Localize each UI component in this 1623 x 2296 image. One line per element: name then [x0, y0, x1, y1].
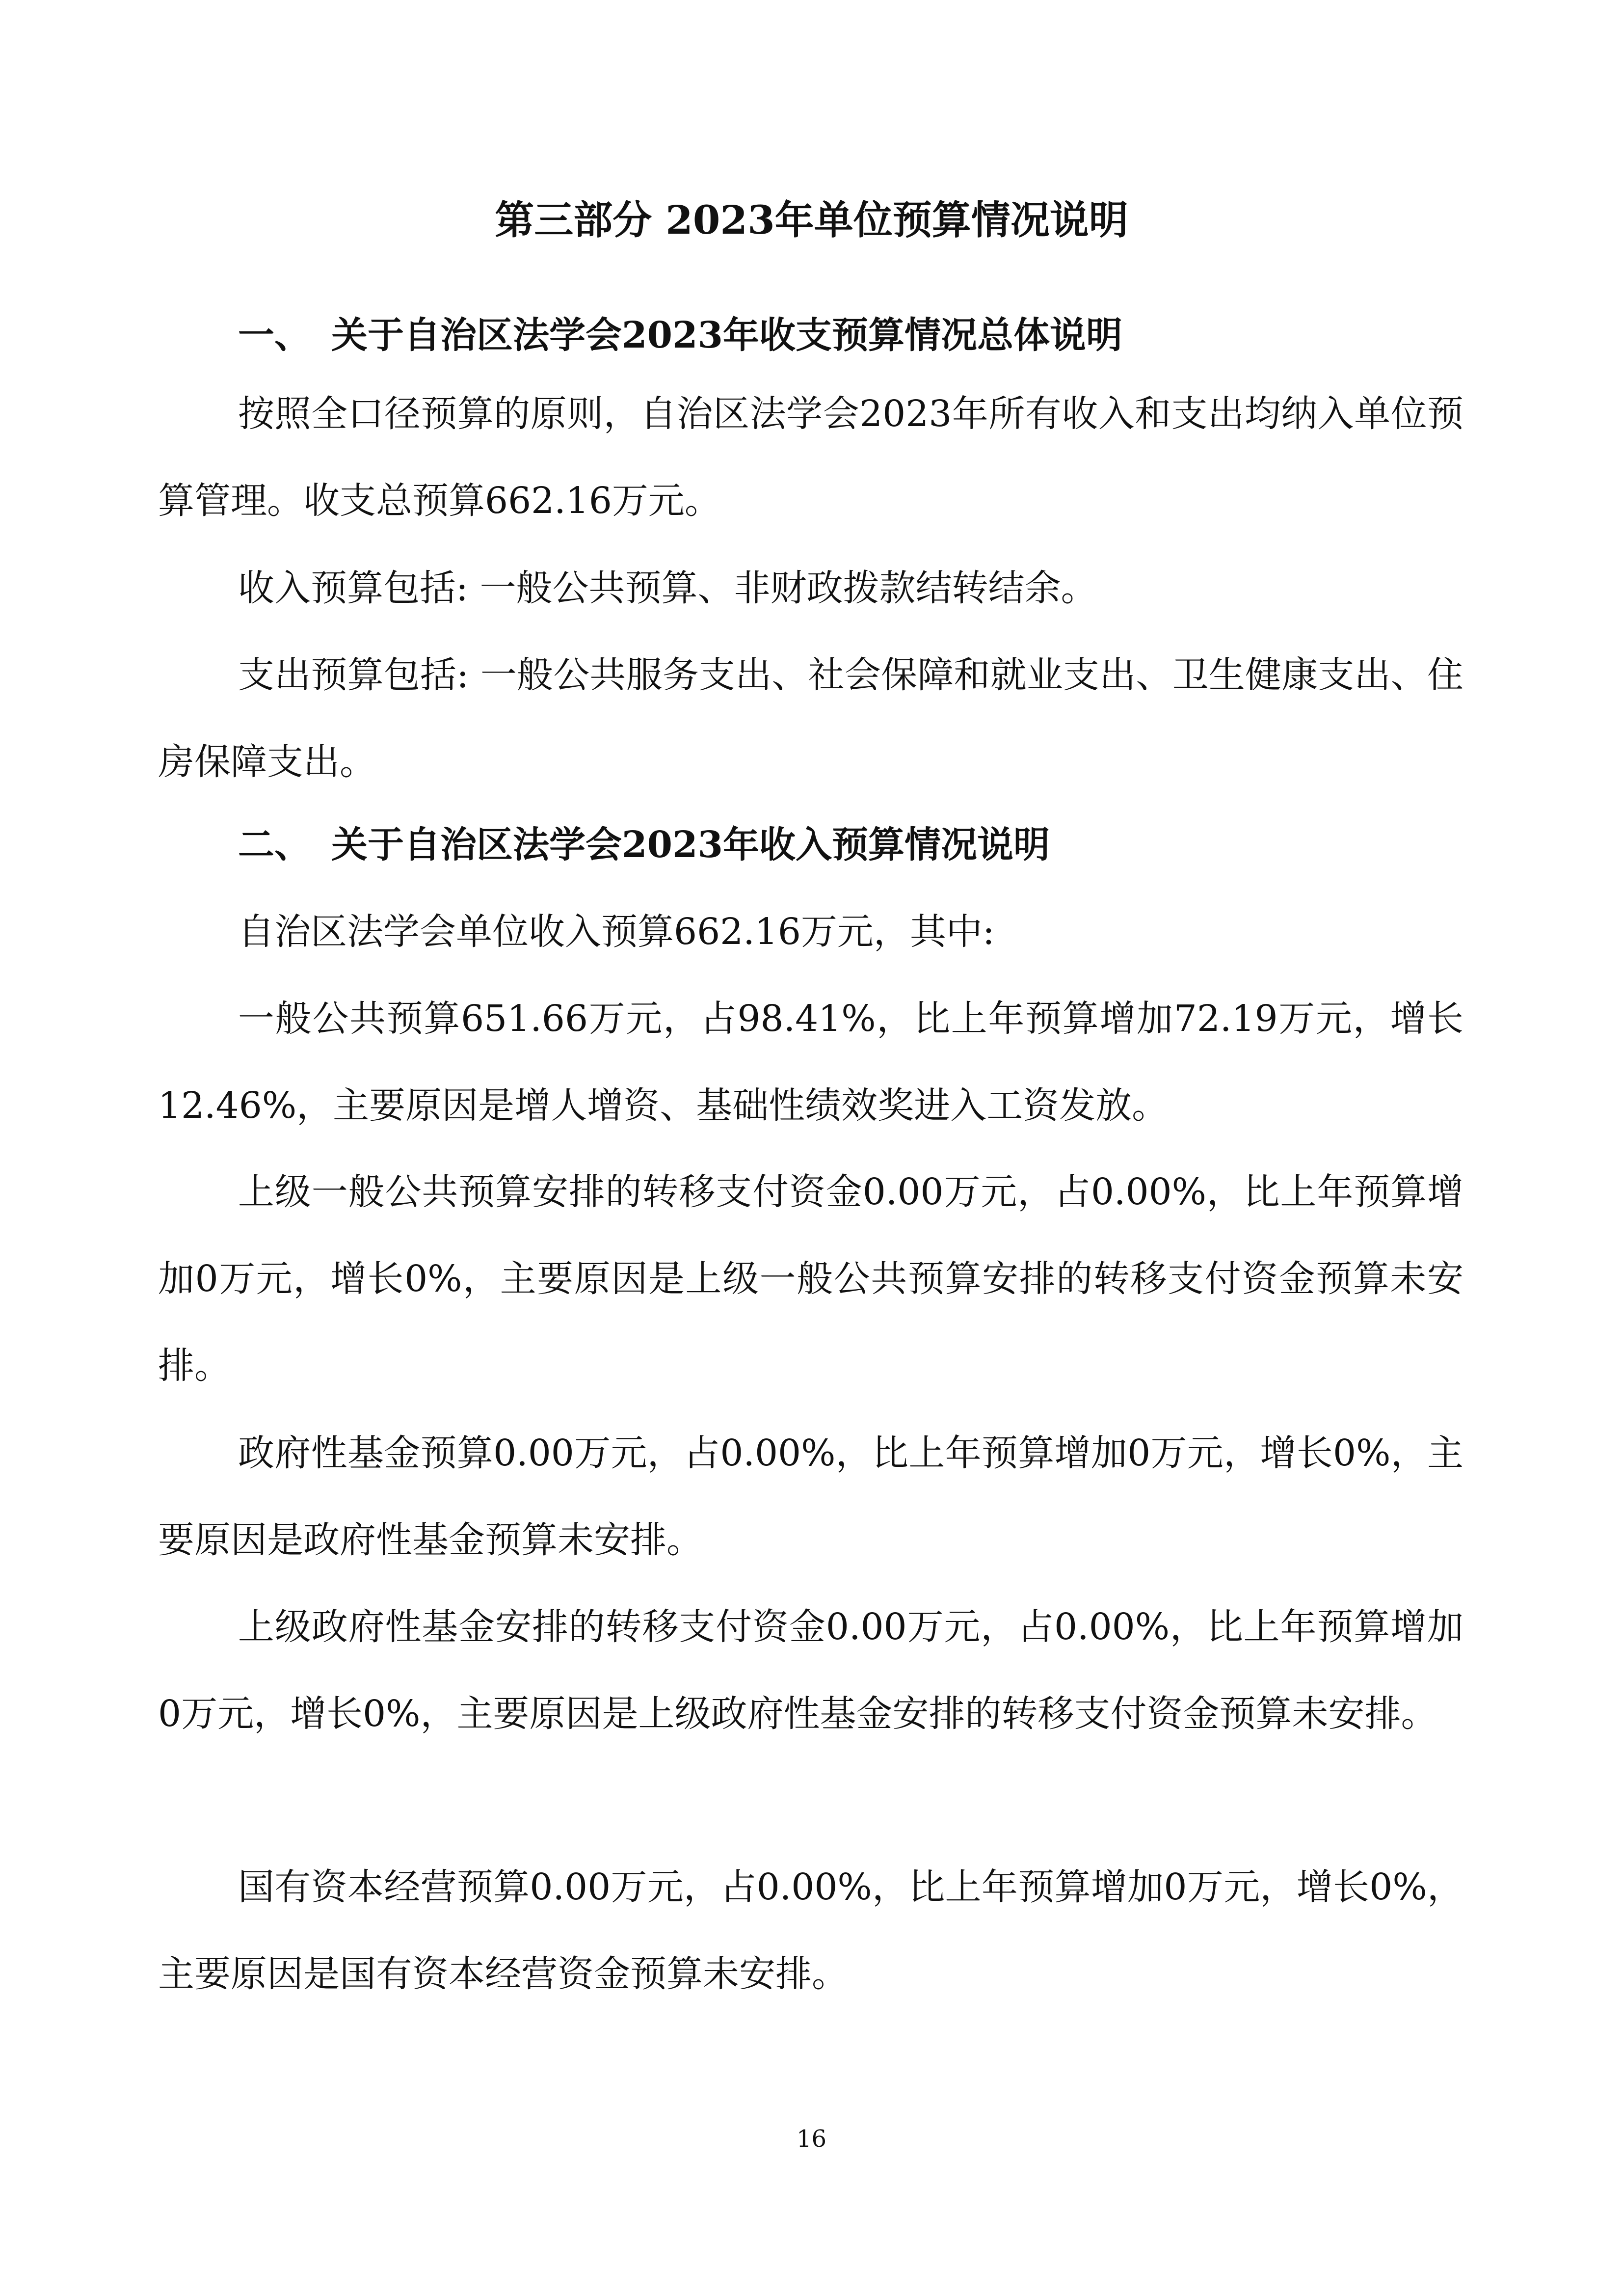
paragraph: 国有资本经营预算0.00万元，占0.00%，比上年预算增加0万元，增长0%，主要原因是国有资本经营资金预算未安排。 [158, 1866, 1463, 1995]
page-number: 16 [796, 2125, 827, 2153]
section-heading-1 [238, 308, 1461, 362]
paragraph: 上级政府性基金安排的转移支付资金0.00万元，占0.00%，比上年预算增加0万元，增长0%，主要原因是上级政府性基金安排的转移支付资金预算未安排。 [158, 1606, 1463, 1735]
paragraph: 收入预算包括: 一般公共预算、非财政拨款结转结余。 [238, 567, 1097, 609]
section-heading-2 [238, 818, 1461, 872]
paragraph: 政府性基金预算0.00万元，占0.00%，比上年预算增加0万元，增长0%，主要原因是政府性基金预算未安排。 [158, 1432, 1463, 1561]
section-title-2: 关于自治区法学会2023年收入预算情况说明 [331, 824, 1050, 866]
page-title: 第三部分 2023年单位预算情况说明 [495, 197, 1128, 243]
section-number-2: 二、 [238, 824, 311, 866]
paragraph: 自治区法学会单位收入预算662.16万元，其中: [238, 911, 995, 953]
paragraph: 按照全口径预算的原则，自治区法学会2023年所有收入和支出均纳入单位预算管理。收支总预算662.16万元。 [158, 393, 1463, 522]
paragraph: 一般公共预算651.66万元，占98.41%，比上年预算增加72.19万元，增长12.46%，主要原因是增人增资、基础性绩效奖进入工资发放。 [158, 998, 1463, 1127]
section-number-1: 一、 [238, 314, 311, 356]
section-title-1: 关于自治区法学会2023年收支预算情况总体说明 [331, 314, 1122, 356]
paragraph: 上级一般公共预算安排的转移支付资金0.00万元，占0.00%，比上年预算增加0万元，增长0%，主要原因是上级一般公共预算安排的转移支付资金预算未安排。 [158, 1171, 1463, 1387]
paragraph: 支出预算包括: 一般公共服务支出、社会保障和就业支出、卫生健康支出、住房保障支出。 [158, 654, 1463, 783]
